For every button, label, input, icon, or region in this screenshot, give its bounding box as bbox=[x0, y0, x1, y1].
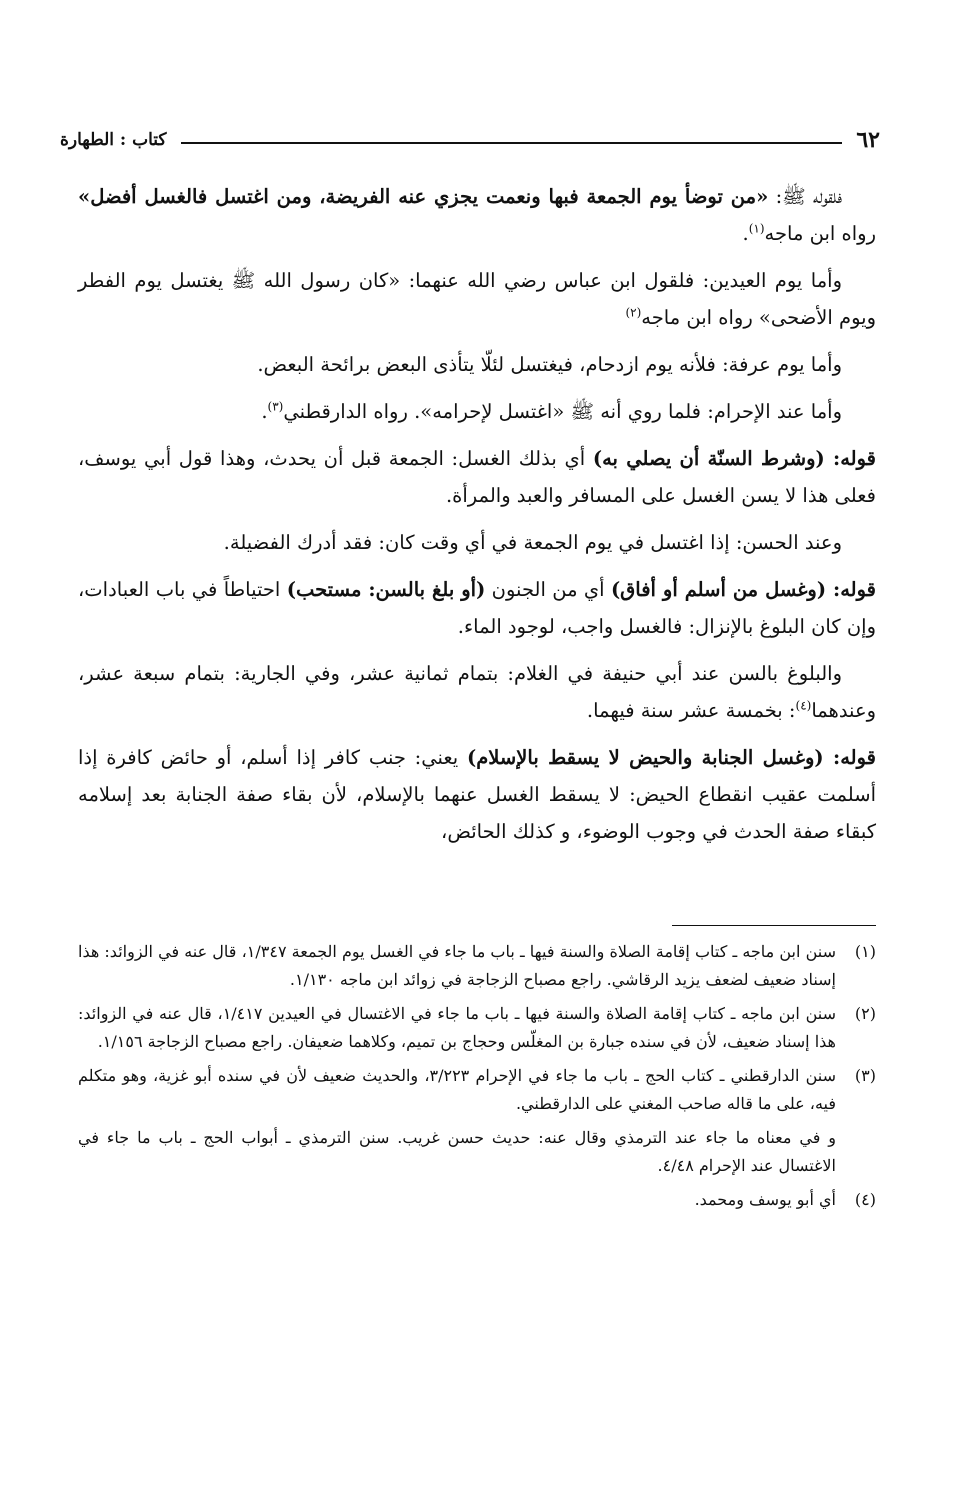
paragraph-5 bbox=[78, 440, 876, 514]
footnote-number: (٣) bbox=[854, 1066, 876, 1085]
footnote-text: أي أبو يوسف ومحمد. bbox=[694, 1190, 836, 1209]
paragraph-7 bbox=[78, 571, 876, 645]
paragraph-2 bbox=[78, 262, 876, 336]
page-header bbox=[60, 120, 880, 160]
paragraph-mid: أي من الجنون bbox=[485, 578, 611, 601]
footnote-text: سنن ابن ماجه ـ كتاب إقامة الصلاة والسنة فيها ـ باب ما جاء في الغسل يوم الجمعة ١/٣٤٧، قال عنه في الزوائد: هذا إسناد ضعيف لضعف يزيد الرقاشي. راجع مصباح الزجاجة في زوائد ابن ماجه ١/١٣٠. bbox=[78, 942, 836, 989]
paragraph-text: وأما عند الإحرام: فلما روي أنه ﷺ «اغتسل لإحرامه». رواه الدارقطني bbox=[283, 400, 842, 423]
paragraph-6 bbox=[78, 524, 876, 561]
paragraph-4 bbox=[78, 393, 876, 430]
matn-quote: قوله: (وغسل الجنابة والحيض لا يسقط بالإسلام) bbox=[467, 746, 876, 769]
main-text bbox=[78, 178, 876, 860]
footnote-ref: (٤) bbox=[795, 698, 812, 713]
paragraph-text: يعني: جنب كافر إذا أسلم، أو حائض كافرة إذا أسلمت عقيب انقطاع الحيض: لا يسقط الغسل عنهما بالإسلام، لأن بقاء صفة الجنابة بعد إسلامه كبقاء صفة الحدث في وجوب الوضوء، و كذلك الحائض، bbox=[78, 746, 876, 843]
footnote-number: (٢) bbox=[854, 1004, 876, 1023]
paragraph-9 bbox=[78, 739, 876, 850]
paragraph-end: . bbox=[742, 222, 749, 245]
matn-quote-2: (أو بلغ بالسن: مستحب) bbox=[286, 578, 486, 601]
footnote-1 bbox=[78, 938, 876, 994]
paragraph-8 bbox=[78, 655, 876, 729]
footnote-3-continuation: و في معناه ما جاء عند الترمذي وقال عنه: حديث حسن غريب. سنن الترمذي ـ أبواب الحج ـ باب ما جاء في الاغتسال عند الإحرام ٤/٤٨. bbox=[78, 1128, 836, 1175]
paragraph-text: والبلوغ بالسن عند أبي حنيفة في الغلام: بتمام ثمانية عشر، وفي الجارية: بتمام سبعة عشر، وعندهما bbox=[78, 662, 876, 722]
header-rule bbox=[181, 142, 843, 144]
matn-quote: قوله: (وشرط السنّة أن يصلي به) bbox=[592, 447, 876, 470]
paragraph-text: احتياطاً في باب العبادات، وإن كان البلوغ بالإنزال: فالغسل واجب، لوجود الماء. bbox=[78, 578, 876, 638]
paragraph-1 bbox=[78, 178, 876, 252]
footnote-3 bbox=[78, 1062, 876, 1118]
footnote-2 bbox=[78, 1000, 876, 1056]
paragraph-3 bbox=[78, 346, 876, 383]
hadith-quote: «من توضأ يوم الجمعة فبها ونعمت يجزي عنه الفريضة، ومن اغتسل فالغسل أفضل» bbox=[78, 185, 769, 208]
footnote-separator bbox=[672, 925, 876, 926]
footnotes bbox=[78, 938, 876, 1220]
paragraph-text: وأما يوم عرفة: فلأنه يوم ازدحام، فيغتسل لئلّا يتأذى البعض برائحة البعض. bbox=[257, 353, 842, 376]
footnote-ref: (١) bbox=[748, 221, 765, 236]
page-number: ٦٢ bbox=[856, 127, 880, 153]
paragraph-lead: فلقوله ﷺ: bbox=[768, 185, 842, 208]
matn-quote: قوله: (وغسل من أسلم أو أفاق) bbox=[610, 578, 877, 601]
paragraph-text: وعند الحسن: إذا اغتسل في يوم الجمعة في أي وقت كان: فقد أدرك الفضيلة. bbox=[223, 531, 842, 554]
footnote-number: (١) bbox=[854, 942, 876, 961]
paragraph-text: أي بذلك الغسل: الجمعة قبل أن يحدث، وهذا قول أبي يوسف، فعلى هذا لا يسن الغسل على المسافر والعبد والمرأة. bbox=[78, 447, 876, 507]
footnote-text: سنن الدارقطني ـ كتاب الحج ـ باب ما جاء في الإحرام ٣/٢٢٣، والحديث ضعيف لأن في سنده أبو غزية، وهو متكلم فيه، على ما قاله صاحب المغني على الدارقطني. bbox=[78, 1066, 837, 1113]
paragraph-end: : بخمسة عشر سنة فيهما. bbox=[586, 699, 796, 722]
running-title: كتاب : الطهارة bbox=[60, 130, 167, 150]
footnote-number: (٤) bbox=[854, 1190, 876, 1209]
paragraph-end: . bbox=[261, 400, 268, 423]
footnote-ref: (٢) bbox=[625, 305, 642, 320]
footnote-text: سنن ابن ماجه ـ كتاب إقامة الصلاة والسنة فيها ـ باب ما جاء في الاغتسال في العيدين ١/٤١٧، قال عنه في الزوائد: هذا إسناد ضعيف، لأن في سنده جبارة بن المغلّس وحجاج بن تميم، وكلاهما ضعيفان. راجع مصباح الزجاجة ١/١٥٦. bbox=[78, 1004, 837, 1051]
footnote-ref: (٣) bbox=[267, 399, 284, 414]
paragraph-text: وأما يوم العيدين: فلقول ابن عباس رضي الله عنهما: «كان رسول الله ﷺ يغتسل يوم الفطر ويوم الأضحى» رواه ابن ماجه bbox=[78, 269, 876, 329]
paragraph-tail: رواه ابن ماجه bbox=[764, 222, 876, 245]
footnote-4 bbox=[78, 1186, 876, 1214]
